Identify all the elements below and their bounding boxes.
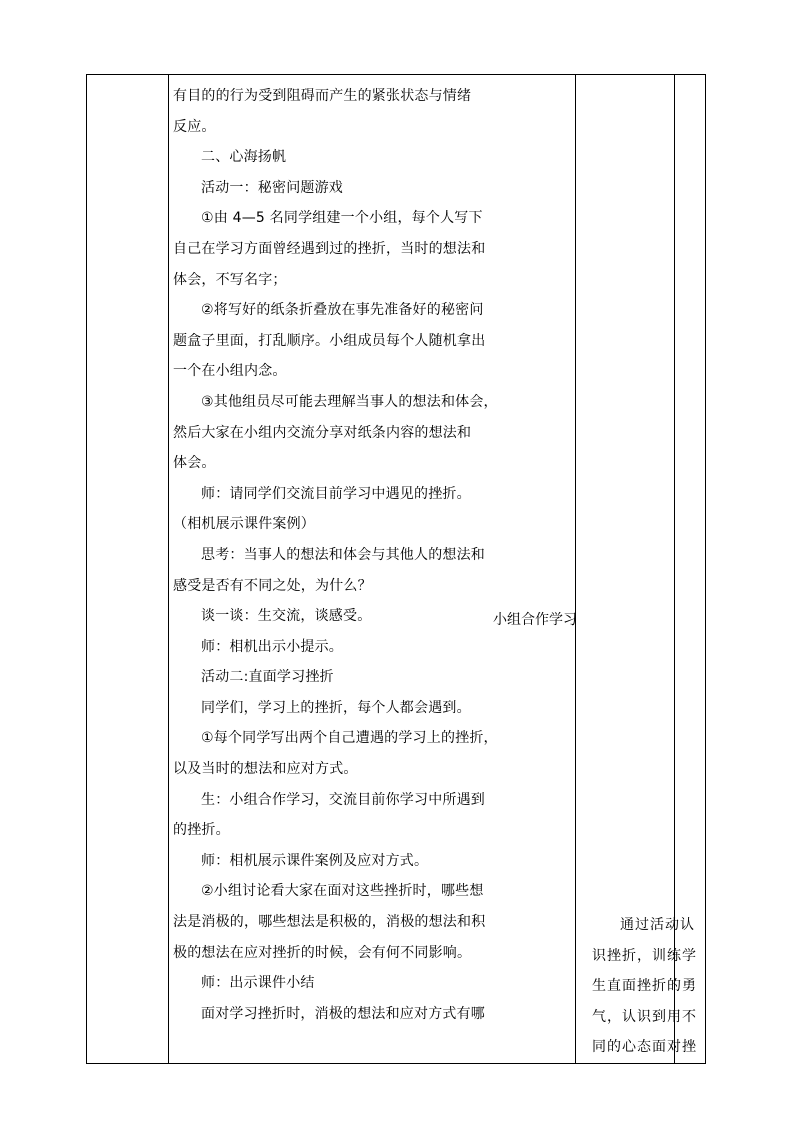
text-line: ①每个同学写出两个自己遭遇的学习上的挫折， <box>201 730 498 747</box>
text-line: 体会，不写名字； <box>173 271 287 288</box>
text-line: 师：相机展示课件案例及应对方式。 <box>201 852 429 869</box>
text-line: 活动二:直面学习挫折 <box>201 669 334 686</box>
text-line: 师：请同学们交流目前学习中遇见的挫折。 <box>201 485 471 502</box>
teaching-process-text <box>173 81 568 1029</box>
text-line: 有目的的行为受到阻碍而产生的紧张状态与情绪 <box>173 88 472 104</box>
text-line: 的挫折。 <box>173 822 230 839</box>
text-line: 自己在学习方面曾经遇到过的挫折，当时的想法和 <box>173 240 486 257</box>
text-line: 生直面挫折的勇 <box>592 978 697 995</box>
text-line: 师：出示课件小结 <box>201 975 315 992</box>
text-line: 思考：当事人的想法和体会与其他人的想法和 <box>201 546 485 563</box>
text-line: 同学们，学习上的挫折，每个人都会遇到。 <box>201 699 471 716</box>
text-line: 气，认识到用不 <box>592 1008 697 1025</box>
text-line: 师：相机出示小提示。 <box>201 638 343 655</box>
text-line: （相机展示课件案例） <box>173 516 315 533</box>
text-line: 面对学习挫折时，消极的想法和应对方式有哪 <box>201 1005 485 1022</box>
text-line: 以及当时的想法和应对方式。 <box>173 761 358 778</box>
text-line: 题盒子里面，打乱顺序。小组成员每个人随机拿出 <box>173 332 486 349</box>
learning-method-cell: 小组合作学习 <box>493 612 577 628</box>
text-line: 一个在小组内念。 <box>173 363 287 380</box>
text-line: 极的想法在应对挫折的时候，会有何不同影响。 <box>173 944 472 961</box>
text-line: 识挫折，训练学 <box>592 947 697 964</box>
text-line: 体会。 <box>173 455 216 472</box>
text-line: 活动一：秘密问题游戏 <box>201 179 343 196</box>
table-column-process <box>169 75 576 1063</box>
text-line: ②小组讨论看大家在面对这些挫折时，哪些想 <box>201 883 484 900</box>
design-intent-text <box>592 910 706 1063</box>
text-line: 同的心态面对挫 <box>592 1039 697 1056</box>
text-line: 谈一谈：生交流，谈感受。 <box>201 608 372 625</box>
text-line: 然后大家在小组内交流分享对纸条内容的想法和 <box>173 424 472 441</box>
text-line: 二、心海扬帆 <box>201 149 287 166</box>
text-line: ②将写好的纸条折叠放在事先准备好的秘密问 <box>201 302 484 319</box>
text-line: ③其他组员尽可能去理解当事人的想法和体会， <box>201 393 498 410</box>
text-line: 通过活动认 <box>620 917 695 933</box>
text-line: 生：小组合作学习，交流目前你学习中所遇到 <box>201 791 485 808</box>
text-line: 法是消极的，哪些想法是积极的，消极的想法和积 <box>173 914 486 931</box>
text-line: 反应。 <box>173 118 216 135</box>
text-line: ①由 4—5 名同学组建一个小组，每个人写下 <box>201 210 483 227</box>
text-line: 感受是否有不同之处，为什么？ <box>173 577 372 594</box>
table-column-empty <box>87 75 169 1063</box>
